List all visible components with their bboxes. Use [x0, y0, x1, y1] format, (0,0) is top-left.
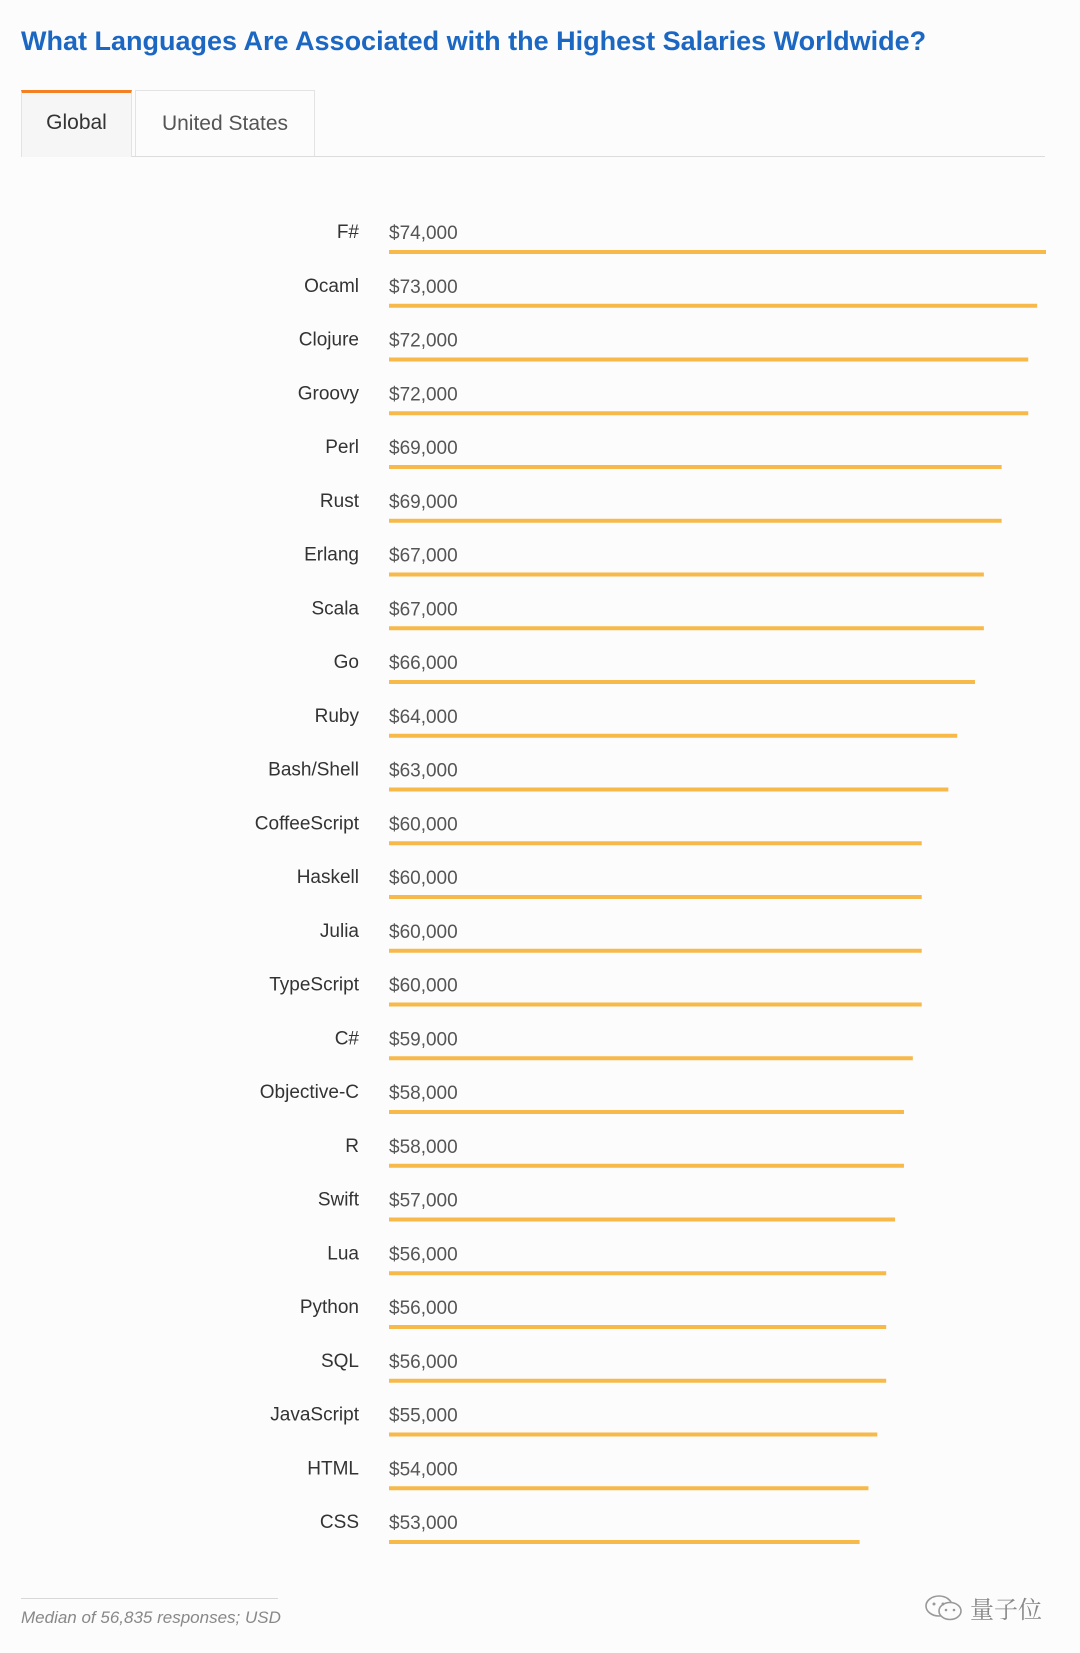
bar-row [307, 1458, 868, 1490]
bar [389, 1056, 913, 1060]
value-label: $60,000 [389, 868, 458, 890]
category-label: F# [336, 222, 359, 244]
bar-row [337, 222, 1046, 254]
value-label: $60,000 [389, 975, 458, 997]
bar [389, 358, 1028, 362]
tab-global[interactable]: Global [21, 90, 132, 157]
bar [389, 250, 1046, 254]
watermark-text: 量子位 [970, 1596, 1042, 1624]
bar-row [334, 652, 975, 684]
value-label: $56,000 [389, 1244, 458, 1266]
category-label: HTML [307, 1458, 359, 1480]
category-label: Bash/Shell [268, 759, 359, 781]
category-label: Lua [327, 1243, 359, 1265]
bar [389, 841, 922, 845]
value-label: $60,000 [389, 814, 458, 836]
category-label: Julia [319, 920, 359, 942]
bar [389, 895, 922, 899]
value-label: $74,000 [389, 223, 458, 245]
bar [389, 788, 948, 792]
value-label: $69,000 [389, 438, 458, 460]
category-label: TypeScript [269, 974, 359, 996]
category-label: Rust [319, 490, 359, 512]
category-label: Objective-C [259, 1082, 359, 1104]
bar-row [304, 545, 984, 577]
bar-row [270, 1405, 877, 1437]
value-label: $58,000 [389, 1136, 458, 1158]
bar-row [311, 598, 983, 630]
bar-row [260, 1082, 904, 1114]
watermark [924, 1590, 1042, 1625]
category-label: Go [333, 652, 359, 674]
category-label: Swift [317, 1189, 359, 1211]
category-label: Perl [325, 437, 359, 459]
footnote: Median of 56,835 responses; USD [21, 1608, 281, 1627]
bar-row [327, 1243, 886, 1275]
value-label: $55,000 [389, 1405, 458, 1427]
bar-row [304, 276, 1037, 308]
bar-row [325, 437, 1001, 469]
bar-row [345, 1136, 904, 1168]
bar-row [255, 813, 922, 845]
bar [389, 1486, 868, 1490]
value-label: $66,000 [389, 653, 458, 675]
bar [389, 465, 1002, 469]
value-label: $72,000 [389, 330, 458, 352]
category-label: Ocaml [304, 275, 359, 297]
category-label: Haskell [296, 867, 359, 889]
bar [389, 680, 975, 684]
bar-row [320, 1512, 860, 1544]
bar [389, 1271, 886, 1275]
category-label: R [345, 1135, 359, 1157]
value-label: $67,000 [389, 545, 458, 567]
bar-row [300, 1297, 886, 1329]
category-label: CSS [319, 1512, 359, 1534]
bar [389, 734, 957, 738]
category-label: Python [299, 1297, 359, 1319]
category-label: Groovy [297, 383, 359, 405]
bar [389, 1433, 877, 1437]
bar-row [298, 383, 1028, 415]
bar-row [268, 760, 948, 792]
bar [389, 411, 1028, 415]
bar [389, 1164, 904, 1168]
value-label: $54,000 [389, 1459, 458, 1481]
value-label: $59,000 [389, 1029, 458, 1051]
bar-row [299, 330, 1028, 362]
value-label: $63,000 [389, 760, 458, 782]
category-label: Erlang [304, 544, 359, 566]
category-label: SQL [320, 1350, 359, 1372]
wechat-icon [924, 1594, 964, 1622]
bar-row [318, 1190, 895, 1222]
value-label: $73,000 [389, 276, 458, 298]
category-label: Scala [311, 598, 359, 620]
category-label: JavaScript [270, 1404, 359, 1426]
bar [389, 1540, 860, 1544]
bar [389, 1325, 886, 1329]
value-label: $67,000 [389, 599, 458, 621]
bar-row [335, 1028, 913, 1060]
bar [389, 1379, 886, 1383]
tab-united-states[interactable]: United States [135, 90, 315, 156]
bar [389, 626, 984, 630]
value-label: $72,000 [389, 384, 458, 406]
value-label: $64,000 [389, 706, 458, 728]
bar-row [320, 921, 922, 953]
bar-row [321, 1351, 886, 1383]
bar [389, 1003, 922, 1007]
bar-row [297, 867, 922, 899]
value-label: $69,000 [389, 491, 458, 513]
chart-title: What Languages Are Associated with the Highest Salaries Worldwide? [21, 26, 927, 56]
bar [389, 949, 922, 953]
value-label: $56,000 [389, 1351, 458, 1373]
footer-divider [21, 1598, 278, 1599]
bar-row [269, 975, 921, 1007]
value-label: $56,000 [389, 1298, 458, 1320]
bar-row [315, 706, 958, 738]
bar [389, 1110, 904, 1114]
value-label: $53,000 [389, 1513, 458, 1535]
bar [389, 519, 1002, 523]
bar [389, 573, 984, 577]
value-label: $60,000 [389, 921, 458, 943]
bar-row [320, 491, 1002, 523]
bar [389, 304, 1037, 308]
value-label: $58,000 [389, 1083, 458, 1105]
category-label: CoffeeScript [254, 813, 359, 835]
category-label: Clojure [298, 329, 359, 351]
value-label: $57,000 [389, 1190, 458, 1212]
category-label: Ruby [314, 705, 359, 727]
bar [389, 1218, 895, 1222]
category-label: C# [334, 1028, 359, 1050]
